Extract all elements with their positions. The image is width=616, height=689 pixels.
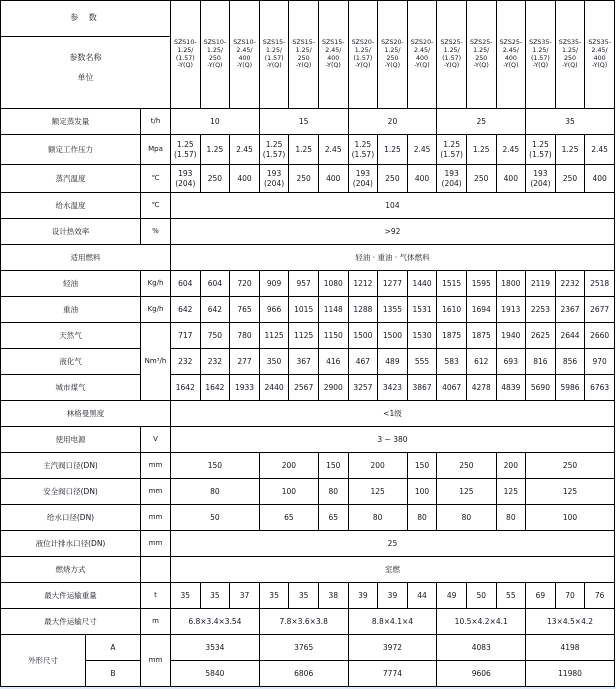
value-cell: 3257	[348, 375, 378, 401]
value-cell: 100	[259, 479, 318, 505]
value-cell: 1277	[378, 271, 408, 297]
row-label: 设计热效率	[1, 219, 141, 245]
row-unit: V	[141, 427, 171, 453]
value-cell: 5690	[526, 375, 556, 401]
value-cell: 25	[171, 531, 615, 557]
value-cell: 400	[585, 165, 615, 193]
value-cell: 2.45	[496, 135, 526, 165]
value-cell: 416	[318, 349, 348, 375]
value-cell: 104	[171, 193, 615, 219]
model-header: SZS20- 1.25/ (1.57) -Y(Q)	[348, 1, 378, 109]
value-cell: 200	[496, 453, 526, 479]
value-cell: 1694	[466, 297, 496, 323]
value-cell: 125	[496, 479, 526, 505]
table-row	[1, 271, 615, 297]
row-label: 液化气	[1, 349, 141, 375]
row-unit: ℃	[141, 165, 171, 193]
value-cell: 150	[407, 453, 437, 479]
value-cell: 750	[200, 323, 230, 349]
value-cell: 232	[200, 349, 230, 375]
row-label: 最大件运输重量	[1, 583, 141, 609]
value-cell: 35	[259, 583, 289, 609]
value-cell: 3534	[171, 635, 260, 661]
row-label: 蒸汽温度	[1, 165, 141, 193]
value-cell: 3 ~ 380	[171, 427, 615, 453]
value-cell: 612	[466, 349, 496, 375]
value-cell: 642	[200, 297, 230, 323]
value-cell: 1642	[171, 375, 201, 401]
row-unit: mm	[141, 453, 171, 479]
table-row	[1, 661, 615, 687]
model-header: SZS15- 1.25/ 250 -Y(Q)	[289, 1, 319, 109]
value-cell: 367	[289, 349, 319, 375]
row-label: 最大件运输尺寸	[1, 609, 141, 635]
value-cell: 1.25	[555, 135, 585, 165]
row-label: 适用燃料	[1, 245, 171, 271]
row-unit: mm	[141, 479, 171, 505]
row-label: 使用电源	[1, 427, 141, 453]
table-row	[1, 135, 615, 165]
row-group-label: 外形尺寸	[1, 635, 86, 687]
value-cell: 80	[348, 505, 407, 531]
value-cell: 80	[437, 505, 496, 531]
row-unit: Mpa	[141, 135, 171, 165]
value-cell: 38	[318, 583, 348, 609]
row-label: 额定工作压力	[1, 135, 141, 165]
value-cell: 816	[526, 349, 556, 375]
row-label: 主汽阀口径(DN)	[1, 453, 141, 479]
value-cell: 2119	[526, 271, 556, 297]
row-unit: mm	[141, 635, 171, 687]
value-cell: 1595	[466, 271, 496, 297]
value-cell: 693	[496, 349, 526, 375]
row-label: 额定蒸发量	[1, 109, 141, 135]
value-cell: 150	[318, 453, 348, 479]
value-cell: 1875	[466, 323, 496, 349]
value-cell: 277	[230, 349, 260, 375]
value-cell: 25	[437, 109, 526, 135]
value-cell: 2900	[318, 375, 348, 401]
value-cell: 10.5×4.2×4.1	[437, 609, 526, 635]
row-unit: mm	[141, 531, 171, 557]
value-cell: 1500	[348, 323, 378, 349]
value-cell: 5840	[171, 661, 260, 687]
table-row	[1, 427, 615, 453]
row-label: 轻油	[1, 271, 141, 297]
value-cell: 780	[230, 323, 260, 349]
value-cell: 489	[378, 349, 408, 375]
value-cell: 1.25 (1.57)	[171, 135, 201, 165]
value-cell: 125	[526, 479, 615, 505]
row-unit	[141, 557, 171, 583]
value-cell: 9606	[437, 661, 526, 687]
table-row	[1, 165, 615, 193]
row-label: A	[86, 635, 141, 661]
value-cell: 2.45	[230, 135, 260, 165]
value-cell: 1.25 (1.57)	[526, 135, 556, 165]
value-cell: 1.25	[378, 135, 408, 165]
value-cell: 69	[526, 583, 556, 609]
table-header-row	[1, 1, 615, 109]
table-row	[1, 635, 615, 661]
value-cell: 39	[378, 583, 408, 609]
value-cell: 6806	[259, 661, 348, 687]
table-row	[1, 349, 615, 375]
row-unit: mm	[141, 505, 171, 531]
value-cell: 1125	[289, 323, 319, 349]
value-cell: 35	[200, 583, 230, 609]
value-cell: 232	[171, 349, 201, 375]
value-cell: 2677	[585, 297, 615, 323]
value-cell: 150	[171, 453, 260, 479]
value-cell: <1级	[171, 401, 615, 427]
value-cell: >92	[171, 219, 615, 245]
value-cell: 3423	[378, 375, 408, 401]
value-cell: 4067	[437, 375, 467, 401]
value-cell: 55	[496, 583, 526, 609]
value-cell: 2567	[289, 375, 319, 401]
row-label: 燃烧方式	[1, 557, 141, 583]
table-row	[1, 401, 615, 427]
row-label: 给水口径(DN)	[1, 505, 141, 531]
table-row	[1, 531, 615, 557]
value-cell: 44	[407, 583, 437, 609]
value-cell: 250	[466, 165, 496, 193]
table-row	[1, 323, 615, 349]
model-header: SZS25- 1.25/ (1.57) -Y(Q)	[437, 1, 467, 109]
table-row	[1, 583, 615, 609]
value-cell: 39	[348, 583, 378, 609]
value-cell: 193 (204)	[348, 165, 378, 193]
value-cell: 49	[437, 583, 467, 609]
table-row	[1, 109, 615, 135]
value-cell: 1530	[407, 323, 437, 349]
value-cell: 15	[259, 109, 348, 135]
value-cell: 35	[526, 109, 615, 135]
row-unit: t/h	[141, 109, 171, 135]
value-cell: 2644	[555, 323, 585, 349]
value-cell: 125	[437, 479, 496, 505]
value-cell: 2253	[526, 297, 556, 323]
unit-label: 单位	[77, 73, 94, 83]
value-cell: 1.25 (1.57)	[259, 135, 289, 165]
value-cell: 7.8×3.6×3.8	[259, 609, 348, 635]
value-cell: 2232	[555, 271, 585, 297]
value-cell: 583	[437, 349, 467, 375]
model-header: SZS20- 1.25/ 250 -Y(Q)	[378, 1, 408, 109]
value-cell: 1125	[259, 323, 289, 349]
value-cell: 3972	[348, 635, 437, 661]
value-cell: 970	[585, 349, 615, 375]
value-cell: 50	[171, 505, 260, 531]
value-cell: 2660	[585, 323, 615, 349]
value-cell: 1150	[318, 323, 348, 349]
value-cell: 1515	[437, 271, 467, 297]
table-row	[1, 193, 615, 219]
value-cell: 8.8×4.1×4	[348, 609, 437, 635]
value-cell: 250	[437, 453, 496, 479]
value-cell: 7774	[348, 661, 437, 687]
value-cell: 1288	[348, 297, 378, 323]
value-cell: 4198	[526, 635, 615, 661]
value-cell: 65	[318, 505, 348, 531]
row-label: B	[86, 661, 141, 687]
value-cell: 70	[555, 583, 585, 609]
table-row	[1, 375, 615, 401]
model-header: SZS15- 1.25/ (1.57) -Y(Q)	[259, 1, 289, 109]
row-unit: Kg/h	[141, 271, 171, 297]
model-header: SZS35- 2.45/ 400 -Y(Q)	[585, 1, 615, 109]
value-cell: 1875	[437, 323, 467, 349]
value-cell: 80	[407, 505, 437, 531]
value-cell: 65	[259, 505, 318, 531]
value-cell: 2367	[555, 297, 585, 323]
value-cell: 1500	[378, 323, 408, 349]
table-row	[1, 505, 615, 531]
row-unit: m	[141, 609, 171, 635]
row-unit: Nm³/h	[141, 323, 171, 401]
table-row	[1, 453, 615, 479]
value-cell: 1.25	[289, 135, 319, 165]
value-cell: 720	[230, 271, 260, 297]
value-cell: 2440	[259, 375, 289, 401]
model-header: SZS20- 2.45/ 400 -Y(Q)	[407, 1, 437, 109]
row-unit: ℃	[141, 193, 171, 219]
value-cell: 604	[171, 271, 201, 297]
value-cell: 80	[171, 479, 260, 505]
value-cell: 1933	[230, 375, 260, 401]
value-cell: 966	[259, 297, 289, 323]
row-label: 天然气	[1, 323, 141, 349]
value-cell: 4083	[437, 635, 526, 661]
row-unit: %	[141, 219, 171, 245]
value-cell: 50	[466, 583, 496, 609]
table-row	[1, 297, 615, 323]
value-cell: 轻油 · 重油 · 气体燃料	[171, 245, 615, 271]
value-cell: 100	[526, 505, 615, 531]
value-cell: 193 (204)	[437, 165, 467, 193]
value-cell: 400	[496, 165, 526, 193]
value-cell: 1.25 (1.57)	[437, 135, 467, 165]
row-label: 林格曼黑度	[1, 401, 171, 427]
table-row	[1, 245, 615, 271]
model-header: SZS35- 1.25/ (1.57) -Y(Q)	[526, 1, 556, 109]
value-cell: 4278	[466, 375, 496, 401]
value-cell: 642	[171, 297, 201, 323]
value-cell: 400	[318, 165, 348, 193]
value-cell: 400	[407, 165, 437, 193]
parameter-header-label: 参 数	[1, 1, 170, 37]
value-cell: 1.25	[200, 135, 230, 165]
value-cell: 35	[171, 583, 201, 609]
value-cell: 957	[289, 271, 319, 297]
model-header: SZS10- 2.45/ 400 -Y(Q)	[230, 1, 260, 109]
row-label: 安全阀口径(DN)	[1, 479, 141, 505]
value-cell: 856	[555, 349, 585, 375]
value-cell: 1.25	[466, 135, 496, 165]
value-cell: 1212	[348, 271, 378, 297]
value-cell: 20	[348, 109, 437, 135]
model-header: SZS35- 1.25/ 250 -Y(Q)	[555, 1, 585, 109]
row-label: 给水温度	[1, 193, 141, 219]
model-header: SZS25- 2.45/ 400 -Y(Q)	[496, 1, 526, 109]
value-cell: 467	[348, 349, 378, 375]
value-cell: 350	[259, 349, 289, 375]
value-cell: 80	[318, 479, 348, 505]
row-unit: t	[141, 583, 171, 609]
value-cell: 76	[585, 583, 615, 609]
value-cell: 125	[348, 479, 407, 505]
value-cell: 2625	[526, 323, 556, 349]
model-header: SZS25- 1.25/ 250 -Y(Q)	[466, 1, 496, 109]
row-label: 城市煤气	[1, 375, 141, 401]
value-cell: 200	[259, 453, 318, 479]
table-row	[1, 557, 615, 583]
value-cell: 5986	[555, 375, 585, 401]
model-header: SZS10- 1.25/ 250 -Y(Q)	[200, 1, 230, 109]
corner-header-cell	[1, 1, 171, 109]
value-cell: 400	[230, 165, 260, 193]
value-cell: 室燃	[171, 557, 615, 583]
value-cell: 909	[259, 271, 289, 297]
value-cell: 250	[526, 453, 615, 479]
value-cell: 2518	[585, 271, 615, 297]
value-cell: 1800	[496, 271, 526, 297]
value-cell: 1355	[378, 297, 408, 323]
value-cell: 6763	[585, 375, 615, 401]
value-cell: 1015	[289, 297, 319, 323]
value-cell: 35	[289, 583, 319, 609]
value-cell: 193 (204)	[526, 165, 556, 193]
row-label: 液位计排水口径(DN)	[1, 531, 141, 557]
value-cell: 1913	[496, 297, 526, 323]
value-cell: 3765	[259, 635, 348, 661]
value-cell: 2.45	[585, 135, 615, 165]
row-label: 重油	[1, 297, 141, 323]
value-cell: 1440	[407, 271, 437, 297]
value-cell: 4839	[496, 375, 526, 401]
table-row	[1, 479, 615, 505]
value-cell: 250	[200, 165, 230, 193]
value-cell: 1940	[496, 323, 526, 349]
model-header: SZS10- 1.25/ (1.57) -Y(Q)	[171, 1, 201, 109]
value-cell: 200	[348, 453, 407, 479]
value-cell: 11980	[526, 661, 615, 687]
value-cell: 80	[496, 505, 526, 531]
value-cell: 2.45	[407, 135, 437, 165]
value-cell: 250	[378, 165, 408, 193]
value-cell: 765	[230, 297, 260, 323]
value-cell: 250	[555, 165, 585, 193]
model-header: SZS15- 2.45/ 400 -Y(Q)	[318, 1, 348, 109]
parameter-name-label: 参数名称	[69, 53, 102, 62]
value-cell: 1531	[407, 297, 437, 323]
value-cell: 100	[407, 479, 437, 505]
value-cell: 1642	[200, 375, 230, 401]
value-cell: 717	[171, 323, 201, 349]
value-cell: 1610	[437, 297, 467, 323]
value-cell: 1.25 (1.57)	[348, 135, 378, 165]
value-cell: 250	[289, 165, 319, 193]
value-cell: 2.45	[318, 135, 348, 165]
value-cell: 37	[230, 583, 260, 609]
value-cell: 193 (204)	[171, 165, 201, 193]
value-cell: 10	[171, 109, 260, 135]
value-cell: 6.8×3.4×3.54	[171, 609, 260, 635]
value-cell: 13×4.5×4.2	[526, 609, 615, 635]
table-row	[1, 219, 615, 245]
value-cell: 1080	[318, 271, 348, 297]
value-cell: 604	[200, 271, 230, 297]
value-cell: 193 (204)	[259, 165, 289, 193]
value-cell: 555	[407, 349, 437, 375]
row-unit: Kg/h	[141, 297, 171, 323]
value-cell: 1148	[318, 297, 348, 323]
table-row	[1, 609, 615, 635]
value-cell: 3867	[407, 375, 437, 401]
